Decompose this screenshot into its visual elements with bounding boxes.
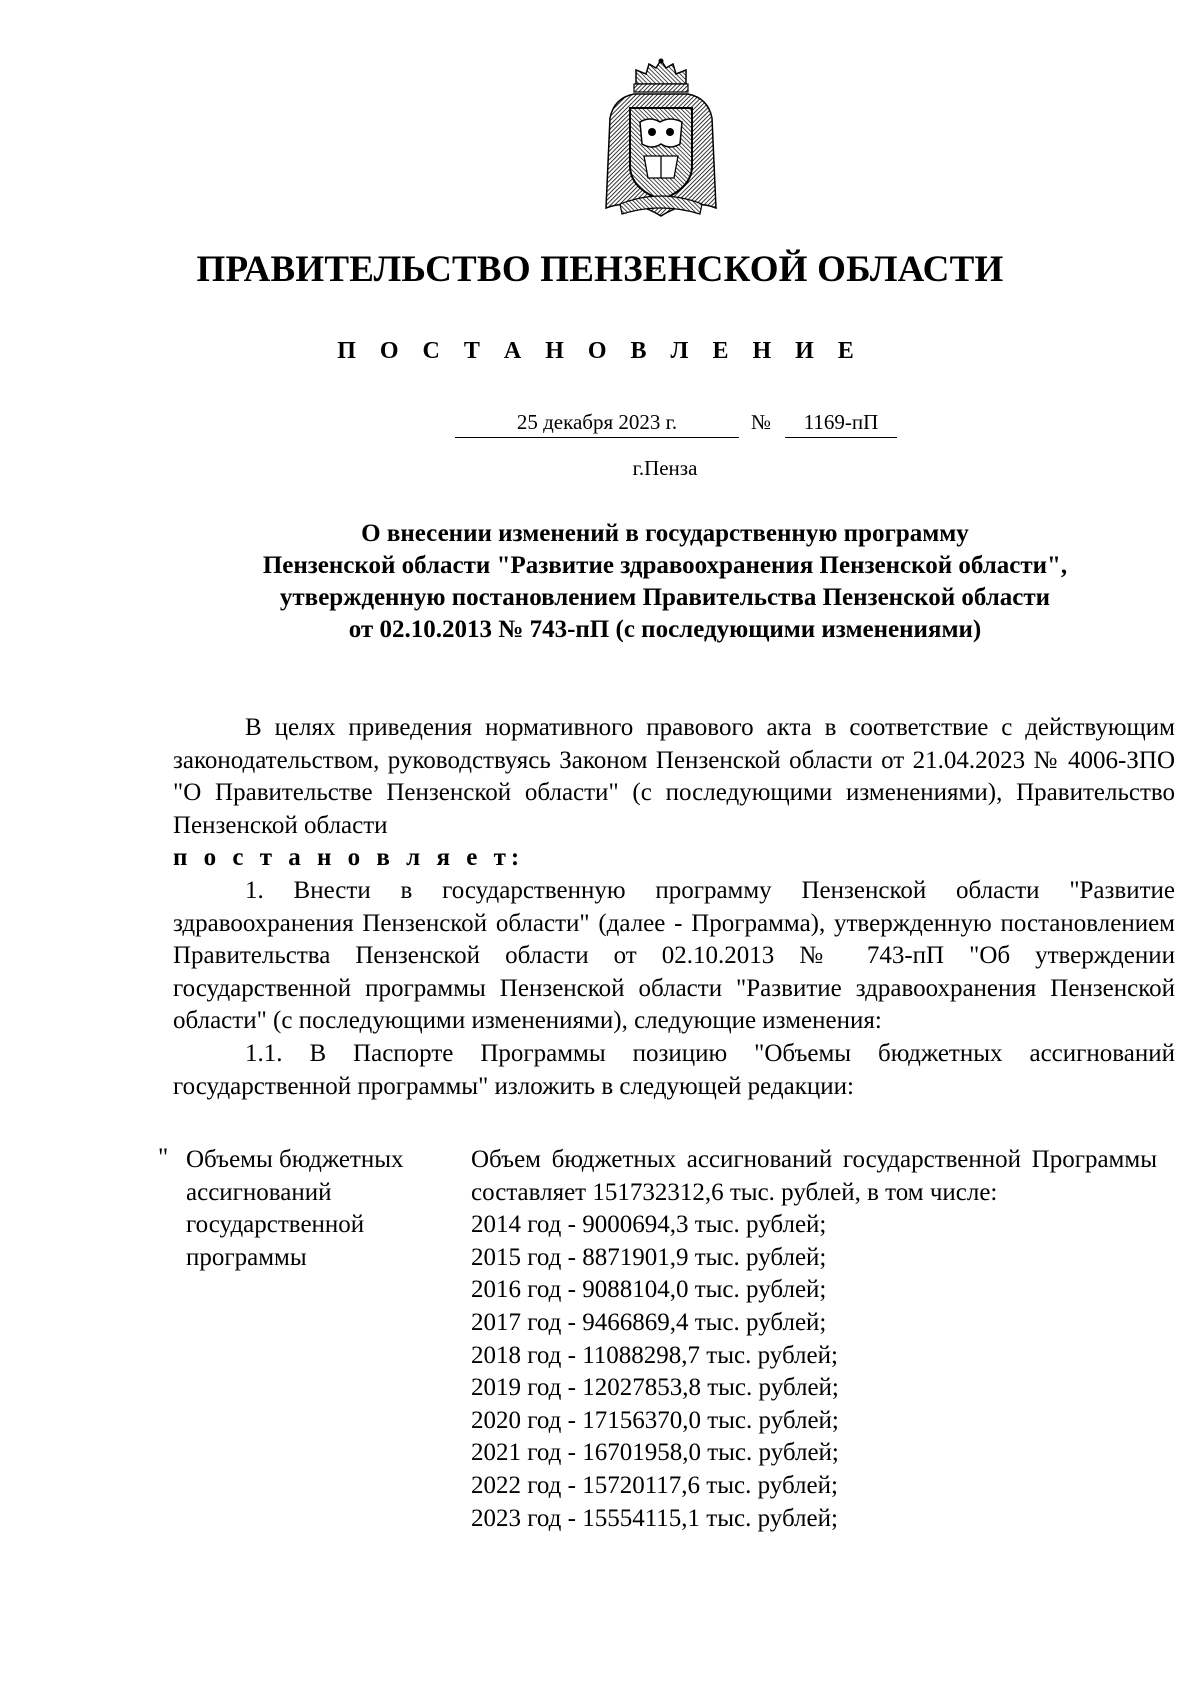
budget-year-row: 2022 год - 15720117,6 тыс. рублей; xyxy=(471,1471,838,1499)
budget-year-row: 2019 год - 12027853,8 тыс. рублей; xyxy=(471,1374,839,1402)
budget-year-row: 2021 год - 16701958,0 тыс. рублей; xyxy=(471,1439,839,1467)
coat-of-arms-emblem xyxy=(600,58,722,218)
document-type-heading: П О С Т А Н О В Л Е Н И Е xyxy=(337,338,863,364)
city-name: г.Пенза xyxy=(632,456,698,480)
budget-total-text: Объем бюджетных ассигнований государственной Программы составляет 151732312,6 тыс. рублей, в том числе: xyxy=(471,1146,1157,1206)
date-number-line xyxy=(455,410,895,440)
item-1-paragraph: 1. Внести в государственную программу Пензенской области "Развитие здравоохранения Пензенской области" (далее - Программа), утвержденную постановлением Правительства Пензенской области от 02.10.2013 № 743-пП "Об утверждении государственной программы Пензенской области "Развитие здравоохранения Пензенской области" (с последующими изменениями), следующие изменения: xyxy=(173,876,1175,1035)
document-body xyxy=(173,712,1175,1103)
preamble-text: В целях приведения нормативного правового акта в соответствие с действующим законодательством, руководствуясь Законом Пензенской области от 21.04.2023 № 4006-ЗПО "О Правительстве Пензенской области" (с последующими изменениями), Правительство Пензенской области xyxy=(173,714,1175,839)
budget-year-row: 2015 год - 8871901,9 тыс. рублей; xyxy=(471,1243,827,1271)
number-sign: № xyxy=(751,410,772,434)
document-subject xyxy=(120,518,1200,646)
subject-line: утвержденную постановлением Правительства Пензенской области xyxy=(279,584,1051,611)
preamble-paragraph xyxy=(173,712,1175,875)
document-date: 25 декабря 2023 г. xyxy=(455,410,739,438)
organization-title: ПРАВИТЕЛЬСТВО ПЕНЗЕНСКОЙ ОБЛАСТИ xyxy=(196,249,1004,290)
budget-year-row: 2023 год - 15554115,1 тыс. рублей; xyxy=(471,1504,838,1532)
budget-year-row: 2020 год - 17156370,0 тыс. рублей; xyxy=(471,1406,839,1434)
item-1-1-paragraph: 1.1. В Паспорте Программы позицию "Объемы бюджетных ассигнований государственной программы" изложить в следующей редакции: xyxy=(173,1039,1175,1100)
budget-year-row: 2017 год - 9466869,4 тыс. рублей; xyxy=(471,1308,827,1336)
subject-line: О внесении изменений в государственную программу xyxy=(361,520,969,547)
opening-quote-mark: " xyxy=(158,1144,169,1171)
budget-year-row: 2016 год - 9088104,0 тыс. рублей; xyxy=(471,1276,827,1304)
passport-position-content xyxy=(471,1144,1157,1535)
document-number: 1169-пП xyxy=(785,410,897,438)
decree-word: п о с т а н о в л я е т: xyxy=(173,844,525,872)
subject-line: от 02.10.2013 № 743-пП (с последующими изменениями) xyxy=(348,616,982,643)
passport-position-label: Объемы бюджетных ассигнований государственной программы xyxy=(186,1146,404,1271)
budget-year-row: 2014 год - 9000694,3 тыс. рублей; xyxy=(471,1211,827,1239)
budget-year-row: 2018 год - 11088298,7 тыс. рублей; xyxy=(471,1341,838,1369)
subject-line: Пензенской области "Развитие здравоохранения Пензенской области", xyxy=(262,552,1068,579)
